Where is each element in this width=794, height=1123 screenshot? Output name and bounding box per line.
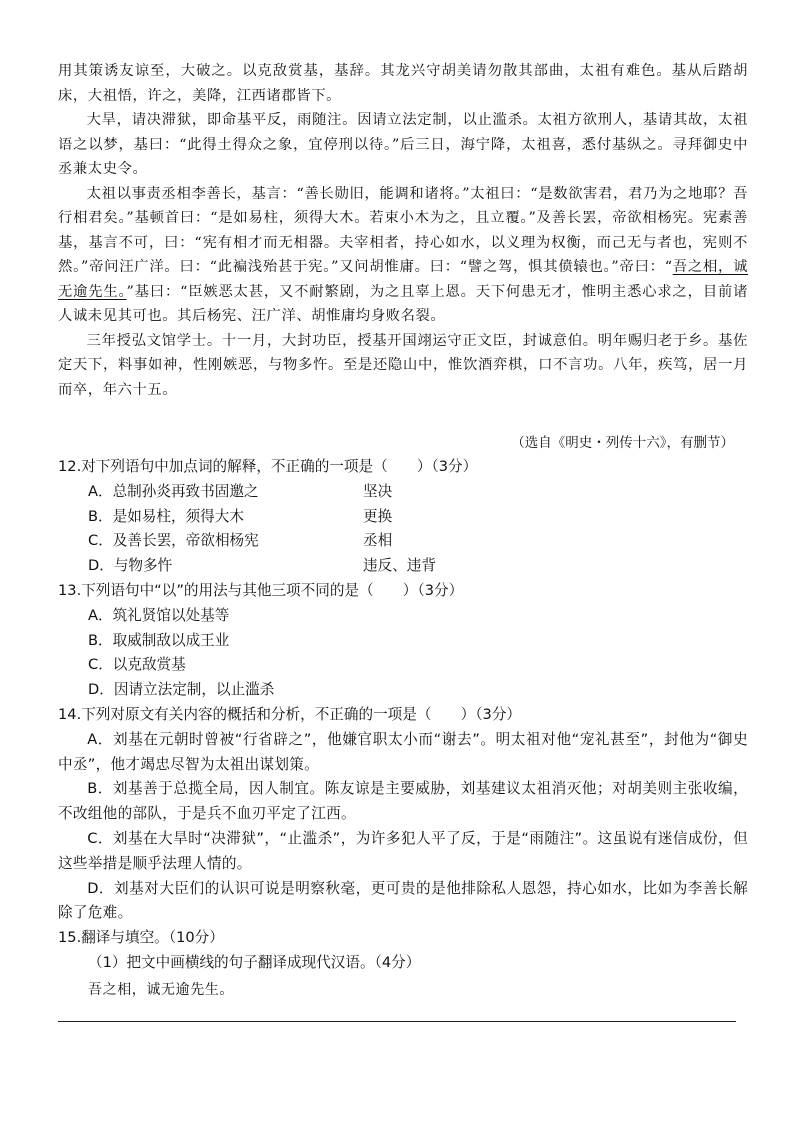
option-gloss: 坚决 <box>363 482 393 500</box>
question-14-option-c: C．刘基在大旱时“决滞狱”，“止滥杀”，为许多犯人平了反，于是“雨随注”。这虽说有迷信成份，但这些举措是顺乎法理人情的。 <box>58 829 748 872</box>
passage-paragraph-3 <box>58 182 748 329</box>
passage-paragraph-2: 大旱，请决滞狱，即命基平反，雨随注。因请立法定制，以止滥杀。太祖方欲刑人，基请其故，太祖语之以梦，基曰：“此得土得众之象，宜停刑以待。”后三日，海宁降，太祖喜，悉付基纵之。寻拜御史中丞兼太史令。 <box>58 112 748 177</box>
option-gloss: 违反、违背 <box>363 557 436 575</box>
option-gloss: 更换 <box>363 507 393 525</box>
question-14-option-d: D．刘基对大臣们的认识可说是明察秋毫，更可贵的是他排除私人恩怨，持心如水，比如为李善长解除了危难。 <box>58 879 748 922</box>
option-text: A．总制孙炎再致书固邀之 <box>88 482 259 500</box>
question-12-option-d <box>88 554 748 579</box>
question-12-option-c <box>88 529 748 554</box>
passage-paragraph-1: 用其策诱友谅至，大破之。以克敌赏基，基辞。其龙兴守胡美请勿散其部曲，太祖有难色。基从后踏胡床，大祖悟，许之，美降，江西诸郡皆下。 <box>58 63 748 104</box>
passage-paragraph-4: 三年授弘文馆学士。十一月，大封功臣，授基开国翊运守正文臣，封诚意伯。明年赐归老于乡。基佐定天下，料事如神，性刚嫉恶，与物多忤。至是还隐山中，惟饮酒弈棋，口不言功。八年，疾笃，居一月而卒，年六十五。 <box>58 332 748 398</box>
question-14-option-b: B．刘基善于总揽全局，因人制宜。陈友谅是主要威胁，刘基建议太祖消灭他；对胡美则主张收编，不改组他的部队，于是兵不血刃平定了江西。 <box>58 780 748 823</box>
question-13-stem: 13.下列语句中“以”的用法与其他三项不同的是（ ）（3分） <box>58 581 464 599</box>
option-text: D．与物多忤 <box>88 557 173 575</box>
question-15-stem: 15.翻译与填空。（10分） <box>58 929 224 947</box>
questions-section <box>58 455 748 1003</box>
question-12-stem: 12.对下列语句中加点词的解释，不正确的一项是（ ）（3分） <box>58 458 478 475</box>
passage-paragraph-3-part-2: ”基曰：“臣嫉恶太甚，又不耐繁剧，为之且辜上恩。天下何患无才，惟明主悉心求之，目前诸人诚未见其可也。其后杨宪、汪广洋、胡惟庸均身败名裂。 <box>58 283 748 324</box>
question-15-subquestion-1: （1）把文中画横线的句子翻译成现代汉语。（4分） <box>88 953 421 971</box>
option-text: B．是如易柱，须得大木 <box>88 507 244 525</box>
passage-paragraph-3-part-1: 太祖以事责丞相李善长，基言：“善长勋旧，能调和诸将。”太祖曰：“是数欲害君，君乃为之地耶？吾行相君矣。”基顿首曰：“是如易柱，须得大木。若束小木为之，且立覆。”及善长罢，帝欲相杨宪。宪素善基，基言不可，曰：“宪有相才而无相器。夫宰相者，持心如水，以义理为权衡，而己无与者也，宪则不然。”帝问汪广洋。曰：“此褊浅殆甚于宪。”又问胡惟庸。曰：“譬之驾，惧其偾辕也。”帝曰：“ <box>58 185 748 275</box>
classical-passage <box>58 59 748 402</box>
answer-line <box>58 1021 736 1022</box>
question-13-option-c: C．以克敌赏基 <box>88 656 186 674</box>
question-13-option-a: A．筑礼贤馆以处基等 <box>88 606 230 624</box>
question-14-option-a: A．刘基在元朝时曾被“行省辟之”，他嫌官职太小而“谢去”。明太祖对他“宠礼甚至”，封他为“御史中丞”，他才竭忠尽智为太祖出谋划策。 <box>58 730 748 773</box>
question-13-option-b: B．取威制敌以成王业 <box>88 631 230 649</box>
option-gloss: 丞相 <box>363 532 393 550</box>
option-text: C．及善长罢，帝欲相杨宪 <box>88 532 259 550</box>
question-12-option-a <box>88 480 748 505</box>
question-12-option-b <box>88 505 748 530</box>
underlined-sentence: 吾之相，诚无逾先生。 <box>58 259 748 300</box>
question-14-stem: 14.下列对原文有关内容的概括和分析，不正确的一项是（ ）（3分） <box>58 705 522 723</box>
translation-sentence: 吾之相，诚无逾先生。 <box>88 981 234 998</box>
question-13-option-d: D．因请立法定制，以止滥杀 <box>88 681 275 699</box>
source-citation: （选自《明史・列传十六》，有删节） <box>511 435 734 451</box>
